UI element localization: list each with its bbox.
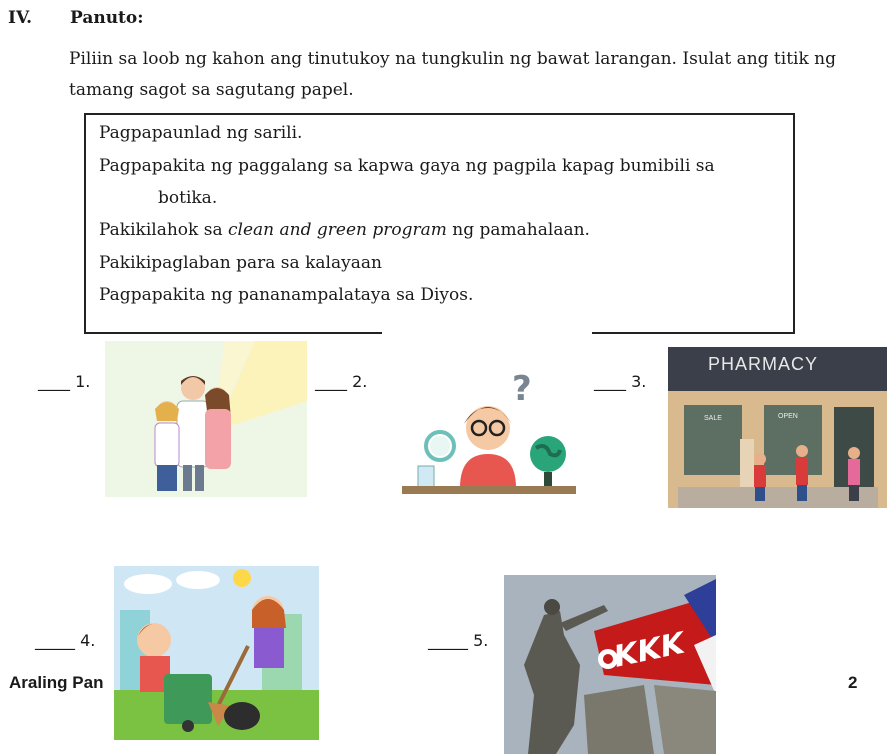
pharmacy-image	[668, 347, 887, 508]
item-3-blank: ____ 3.	[594, 372, 647, 391]
instructions	[69, 44, 881, 106]
section-title: Panuto:	[70, 8, 144, 28]
footer-subject: Araling Pan	[9, 673, 104, 692]
section-number: IV.	[8, 8, 33, 28]
choice-3-pre: Pakikilahok sa	[99, 220, 229, 240]
choice-1: Pagpapaunlad ng sarili.	[99, 123, 303, 143]
monument-image	[504, 575, 716, 754]
svg-text:?: ?	[512, 370, 532, 409]
page-number: 2	[848, 673, 858, 692]
kkk-banner-text: KKK	[614, 625, 684, 676]
pharmacy-sign: PHARMACY	[708, 354, 819, 374]
item-1-blank: ____ 1.	[38, 372, 91, 391]
choice-3	[99, 220, 590, 240]
choice-3-post: ng pamahalaan.	[446, 220, 590, 240]
item-4-blank: _____ 4.	[35, 631, 96, 650]
item-2-blank: ____ 2.	[315, 372, 368, 391]
choice-4: Pakikipaglaban para sa kalayaan	[99, 253, 382, 273]
choice-3-emphasis: clean and green program	[228, 220, 447, 240]
instructions-line-1: Piliin sa loob ng kahon ang tinutukoy na tungkulin ng bawat larangan. Isulat ang titik ng	[69, 49, 837, 69]
choice-2-line-1: Pagpapakita ng paggalang sa kapwa gaya ng pagpila kapag bumibili sa	[99, 156, 715, 176]
instructions-line-2: tamang sagot sa sagutang papel.	[69, 80, 354, 100]
kids-cleaning-image	[114, 566, 319, 740]
open-sign: OPEN	[778, 413, 798, 420]
praying-family-image	[105, 341, 307, 497]
studying-boy-image	[398, 370, 578, 498]
box-border-gap	[382, 330, 592, 338]
choices-box	[84, 113, 795, 334]
choice-5: Pagpapakita ng pananampalataya sa Diyos.	[99, 285, 474, 305]
item-5-blank: _____ 5.	[428, 631, 489, 650]
choice-2-line-2: botika.	[158, 188, 218, 208]
sale-sign: SALE	[704, 415, 722, 422]
